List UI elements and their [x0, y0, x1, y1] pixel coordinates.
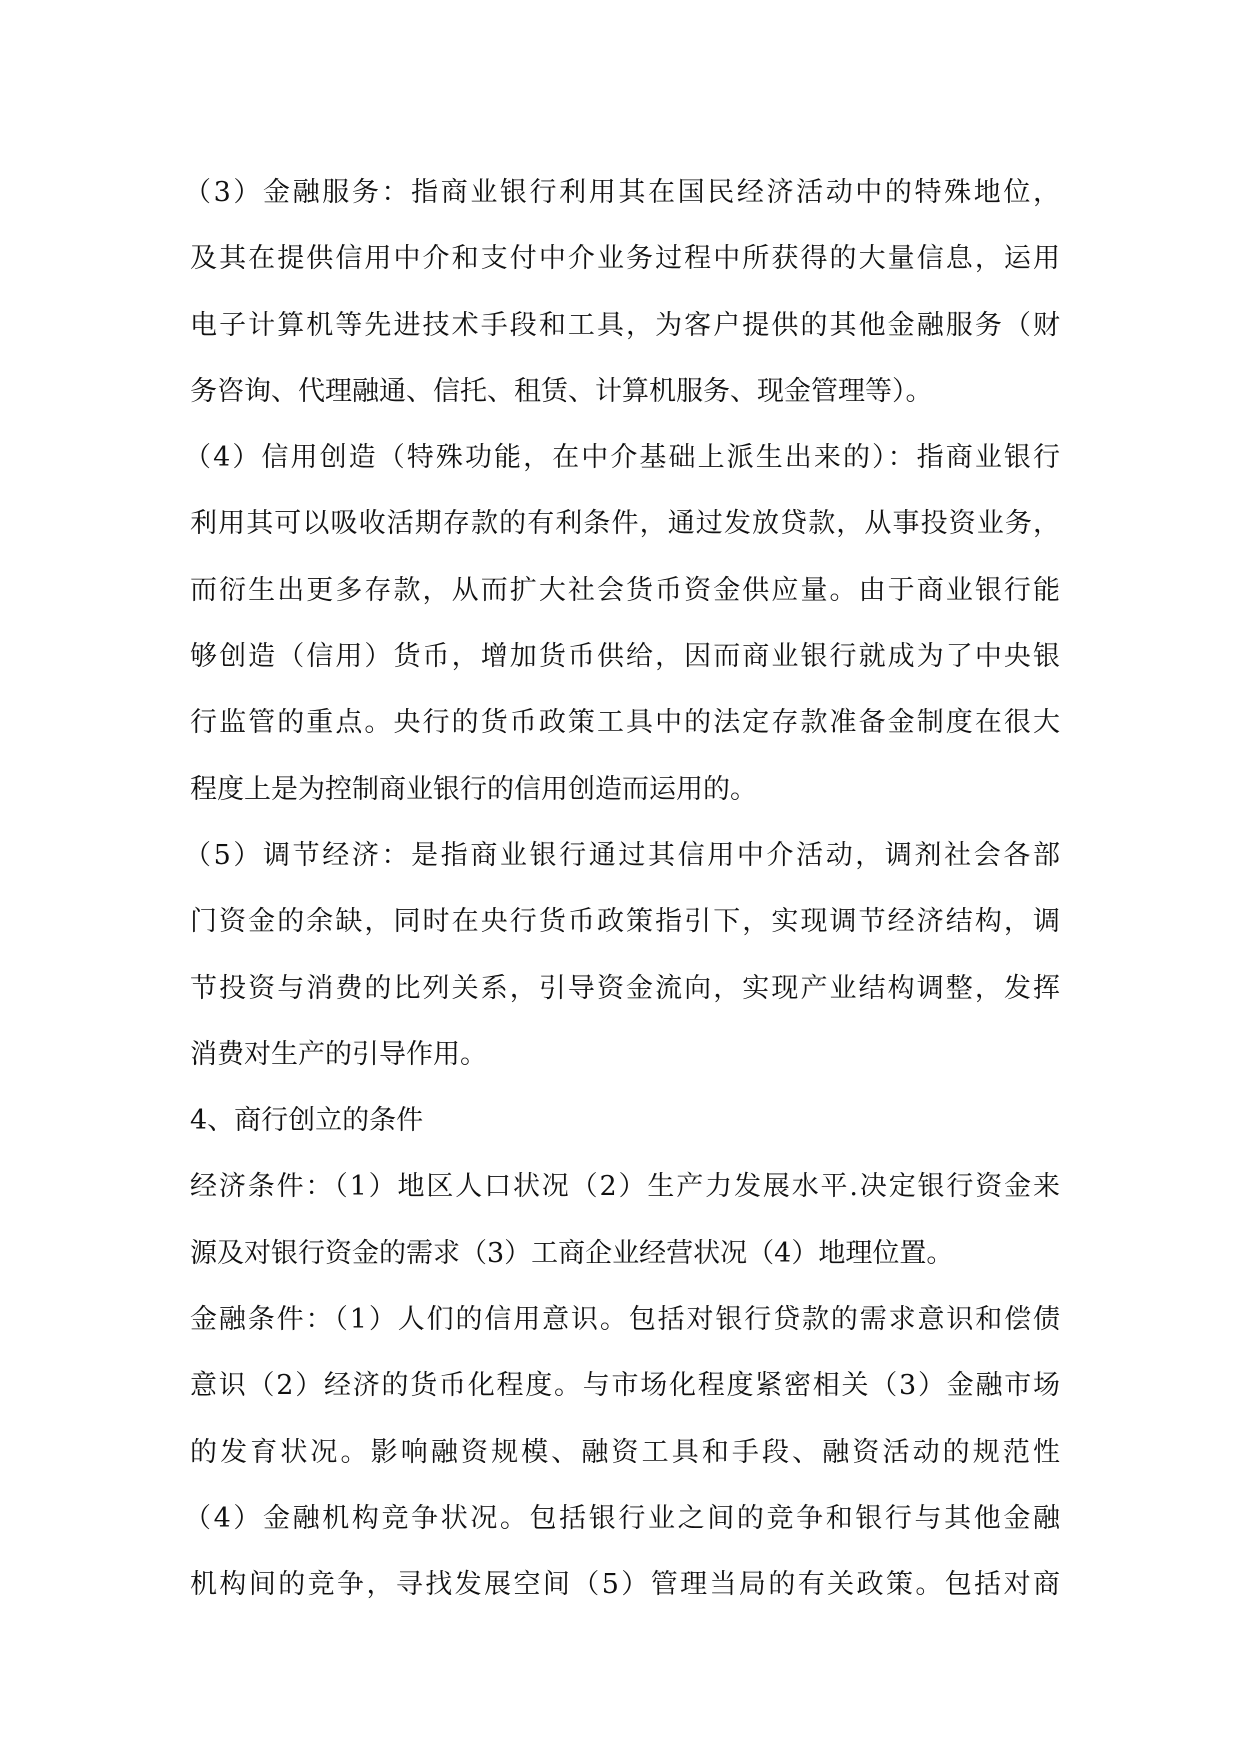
text-line: 金融条件：（1）人们的信用意识。包括对银行贷款的需求意识和偿债: [190, 1304, 1060, 1336]
text-line: （4）信用创造（特殊功能，在中介基础上派生出来的）：指商业银行: [184, 442, 1060, 474]
text-line: 机构间的竞争，寻找发展空间（5）管理当局的有关政策。包括对商: [190, 1569, 1060, 1601]
text-line: 的发育状况。影响融资规模、融资工具和手段、融资活动的规范性: [190, 1436, 1060, 1468]
text-line: 节投资与消费的比列关系，引导资金流向，实现产业结构调整，发挥: [190, 972, 1060, 1004]
text-line: 利用其可以吸收活期存款的有利条件，通过发放贷款，从事投资业务，: [190, 508, 1060, 540]
text-line: 及其在提供信用中介和支付中介业务过程中所获得的大量信息，运用: [190, 243, 1060, 275]
text-line: （3）金融服务：指商业银行利用其在国民经济活动中的特殊地位，: [184, 177, 1060, 208]
text-line: 程度上是为控制商业银行的信用创造而运用的。: [190, 773, 757, 805]
text-line: 而衍生出更多存款，从而扩大社会货币资金供应量。由于商业银行能: [190, 574, 1060, 606]
text-line: 够创造（信用）货币，增加货币供给，因而商业银行就成为了中央银: [190, 641, 1060, 673]
text-line: 经济条件：（1）地区人口状况（2）生产力发展水平.决定银行资金来: [190, 1171, 1060, 1203]
text-line: 电子计算机等先进技术手段和工具，为客户提供的其他金融服务（财: [190, 309, 1060, 341]
document-body: [184, 160, 1060, 1619]
text-line: 门资金的余缺，同时在央行货币政策指引下，实现调节经济结构，调: [190, 906, 1060, 938]
text-line: 意识（2）经济的货币化程度。与市场化程度紧密相关（3）金融市场: [190, 1370, 1060, 1402]
text-line: 行监管的重点。央行的货币政策工具中的法定存款准备金制度在很大: [190, 707, 1060, 739]
text-line: 务咨询、代理融通、信托、租赁、计算机服务、现金管理等）。: [190, 375, 933, 407]
text-line: （4）金融机构竞争状况。包括银行业之间的竞争和银行与其他金融: [184, 1502, 1060, 1534]
text-line: （5）调节经济：是指商业银行通过其信用中介活动，调剂社会各部: [184, 839, 1060, 871]
text-line: 4、商行创立的条件: [190, 1105, 424, 1137]
text-line: 消费对生产的引导作用。: [190, 1038, 487, 1070]
text-line: 源及对银行资金的需求（3）工商企业经营状况（4）地理位置。: [190, 1237, 954, 1269]
